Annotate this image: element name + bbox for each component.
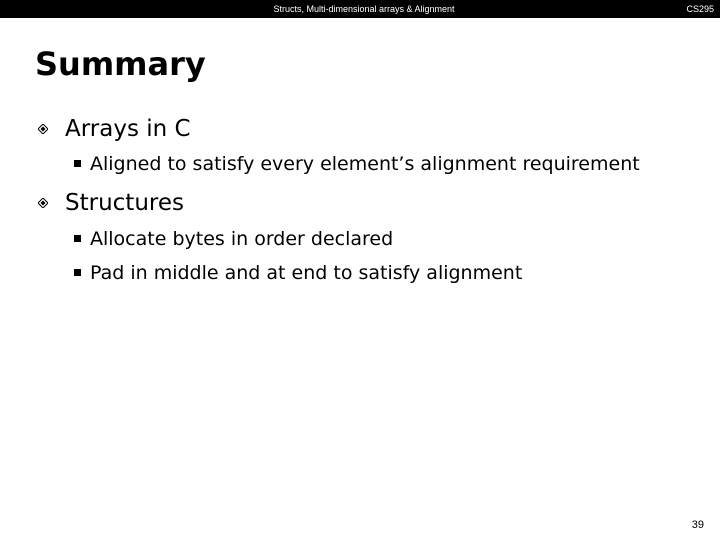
square-bullet-icon [74,235,81,242]
bullet-structures: Structures [65,190,184,216]
bullet-arrays-in-c: Arrays in C [65,116,191,142]
slide-title: Summary [35,45,206,83]
course-title: Structs, Multi-dimensional arrays & Alignment [273,4,455,14]
diamond-bullet-icon [38,198,48,208]
square-bullet-icon [74,269,81,276]
subitem-pad: Pad in middle and at end to satisfy alignment [90,262,523,284]
header-bar [0,0,720,18]
page-number: 39 [691,519,704,531]
course-code: CS295 [686,4,714,14]
square-bullet-icon [74,160,81,167]
subitem-allocate: Allocate bytes in order declared [90,228,394,250]
subitem-aligned: Aligned to satisfy every element’s alignment requirement [90,153,640,175]
diamond-bullet-icon [38,124,48,134]
